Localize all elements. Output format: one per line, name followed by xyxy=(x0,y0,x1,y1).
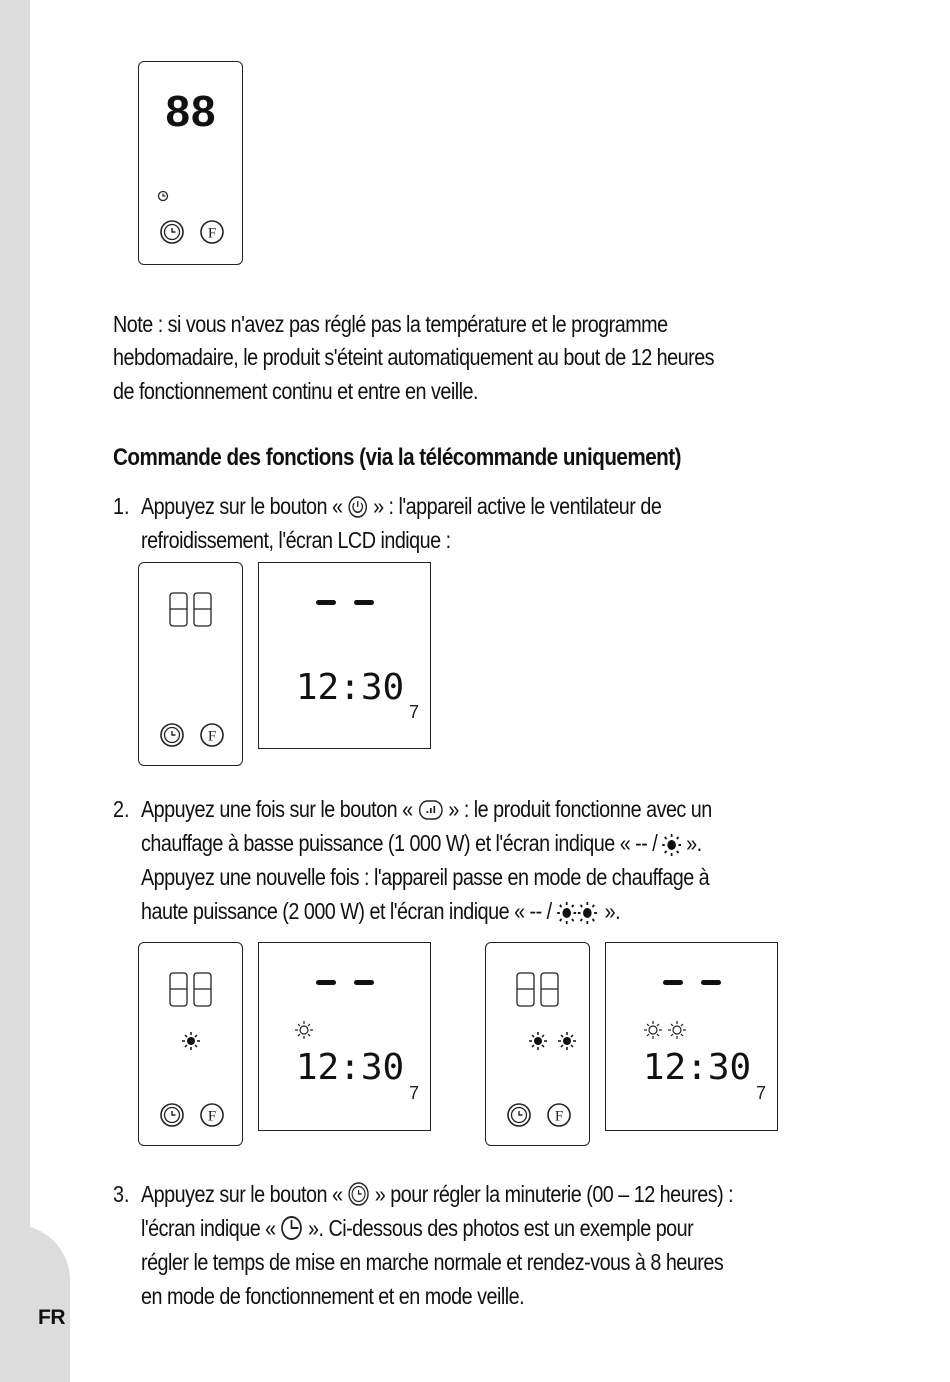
control-panel-low-power xyxy=(138,942,243,1146)
section-heading: Commande des fonctions (via la télécommande uniquement) xyxy=(113,444,682,471)
dual-digit-segments xyxy=(170,973,211,1006)
lcd-corner-number: 7 xyxy=(409,702,420,722)
sun-icon xyxy=(558,1032,576,1050)
dual-digit-segments xyxy=(170,593,211,626)
lcd-screen-low-power xyxy=(258,942,431,1131)
step-1-number: 1. xyxy=(113,493,130,519)
lcd-screen-step1 xyxy=(258,562,431,749)
svg-text:F: F xyxy=(207,225,217,242)
step-3-number: 3. xyxy=(113,1181,130,1207)
timer-button-icon[interactable] xyxy=(508,1104,530,1126)
svg-text:F: F xyxy=(207,1108,217,1125)
step-3-line-1: Appuyez sur le bouton « » pour régler la minuterie (00 – 12 heures) : xyxy=(141,1181,734,1207)
power-icon xyxy=(347,495,368,519)
panel-digits: 88 xyxy=(165,87,217,136)
lcd-time: 12:30 xyxy=(295,667,405,708)
control-panel-top xyxy=(138,61,243,265)
dual-digit-segments xyxy=(517,973,558,1006)
lcd-dashes xyxy=(316,600,374,605)
note-line-3: de fonctionnement continu et entre en veille. xyxy=(113,378,478,404)
double-sun-icon xyxy=(557,902,600,924)
lcd-screen-high-power xyxy=(605,942,778,1131)
sun-icon xyxy=(182,1032,200,1050)
function-button-icon[interactable] xyxy=(201,724,223,746)
page-language-tab xyxy=(0,1225,70,1382)
sun-outline-icon xyxy=(668,1021,686,1039)
step-2-line-1: Appuyez une fois sur le bouton « » : le produit fonctionne avec un xyxy=(141,796,712,822)
function-button-icon[interactable] xyxy=(201,1104,223,1126)
function-button-icon[interactable] xyxy=(548,1104,570,1126)
sun-outline-icon xyxy=(295,1021,313,1039)
page-sidebar-strip xyxy=(0,0,30,1382)
function-button-icon[interactable] xyxy=(201,221,223,243)
step-2-line-4: haute puissance (2 000 W) et l'écran indique « -- / ». xyxy=(141,898,621,924)
page-language-label: FR xyxy=(38,1306,65,1329)
sun-outline-icon xyxy=(644,1021,662,1039)
note-line-1: Note : si vous n'avez pas réglé pas la température et le programme xyxy=(113,311,668,337)
control-panel-high-power xyxy=(485,942,590,1146)
lcd-dashes xyxy=(663,980,721,985)
sun-icon xyxy=(529,1032,547,1050)
step-3-line-3: régler le temps de mise en marche normale et rendez-vous à 8 heures xyxy=(141,1249,724,1275)
lcd-time: 12:30 xyxy=(295,1047,405,1088)
step-1-line-2: refroidissement, l'écran LCD indique : xyxy=(141,527,451,553)
lcd-corner-number: 7 xyxy=(409,1083,420,1103)
heat-level-icon xyxy=(418,798,444,822)
lcd-time: 12:30 xyxy=(642,1047,752,1088)
clock-icon xyxy=(159,192,168,201)
step-1-line-1: Appuyez sur le bouton « » : l'appareil active le ventilateur de xyxy=(141,493,662,519)
step-2-line-2: chauffage à basse puissance (1 000 W) et l'écran indique « -- / ». xyxy=(141,830,702,856)
timer-button-icon[interactable] xyxy=(161,724,183,746)
control-panel-step1 xyxy=(138,562,243,766)
svg-text:F: F xyxy=(554,1108,564,1125)
timer-icon xyxy=(347,1181,369,1207)
lcd-corner-number: 7 xyxy=(756,1083,767,1103)
clock-icon xyxy=(281,1215,303,1241)
timer-button-icon[interactable] xyxy=(161,1104,183,1126)
svg-text:F: F xyxy=(207,728,217,745)
step-3-line-2: l'écran indique « ». Ci-dessous des photos est un exemple pour xyxy=(141,1215,694,1241)
step-2-line-3: Appuyez une nouvelle fois : l'appareil passe en mode de chauffage à xyxy=(141,864,710,890)
step-2-number: 2. xyxy=(113,796,130,822)
sun-icon xyxy=(662,834,681,856)
note-line-2: hebdomadaire, le produit s'éteint automatiquement au bout de 12 heures xyxy=(113,344,715,370)
step-3-line-4: en mode de fonctionnement et en mode veille. xyxy=(141,1283,525,1309)
timer-button-icon[interactable] xyxy=(161,221,183,243)
lcd-dashes xyxy=(316,980,374,985)
